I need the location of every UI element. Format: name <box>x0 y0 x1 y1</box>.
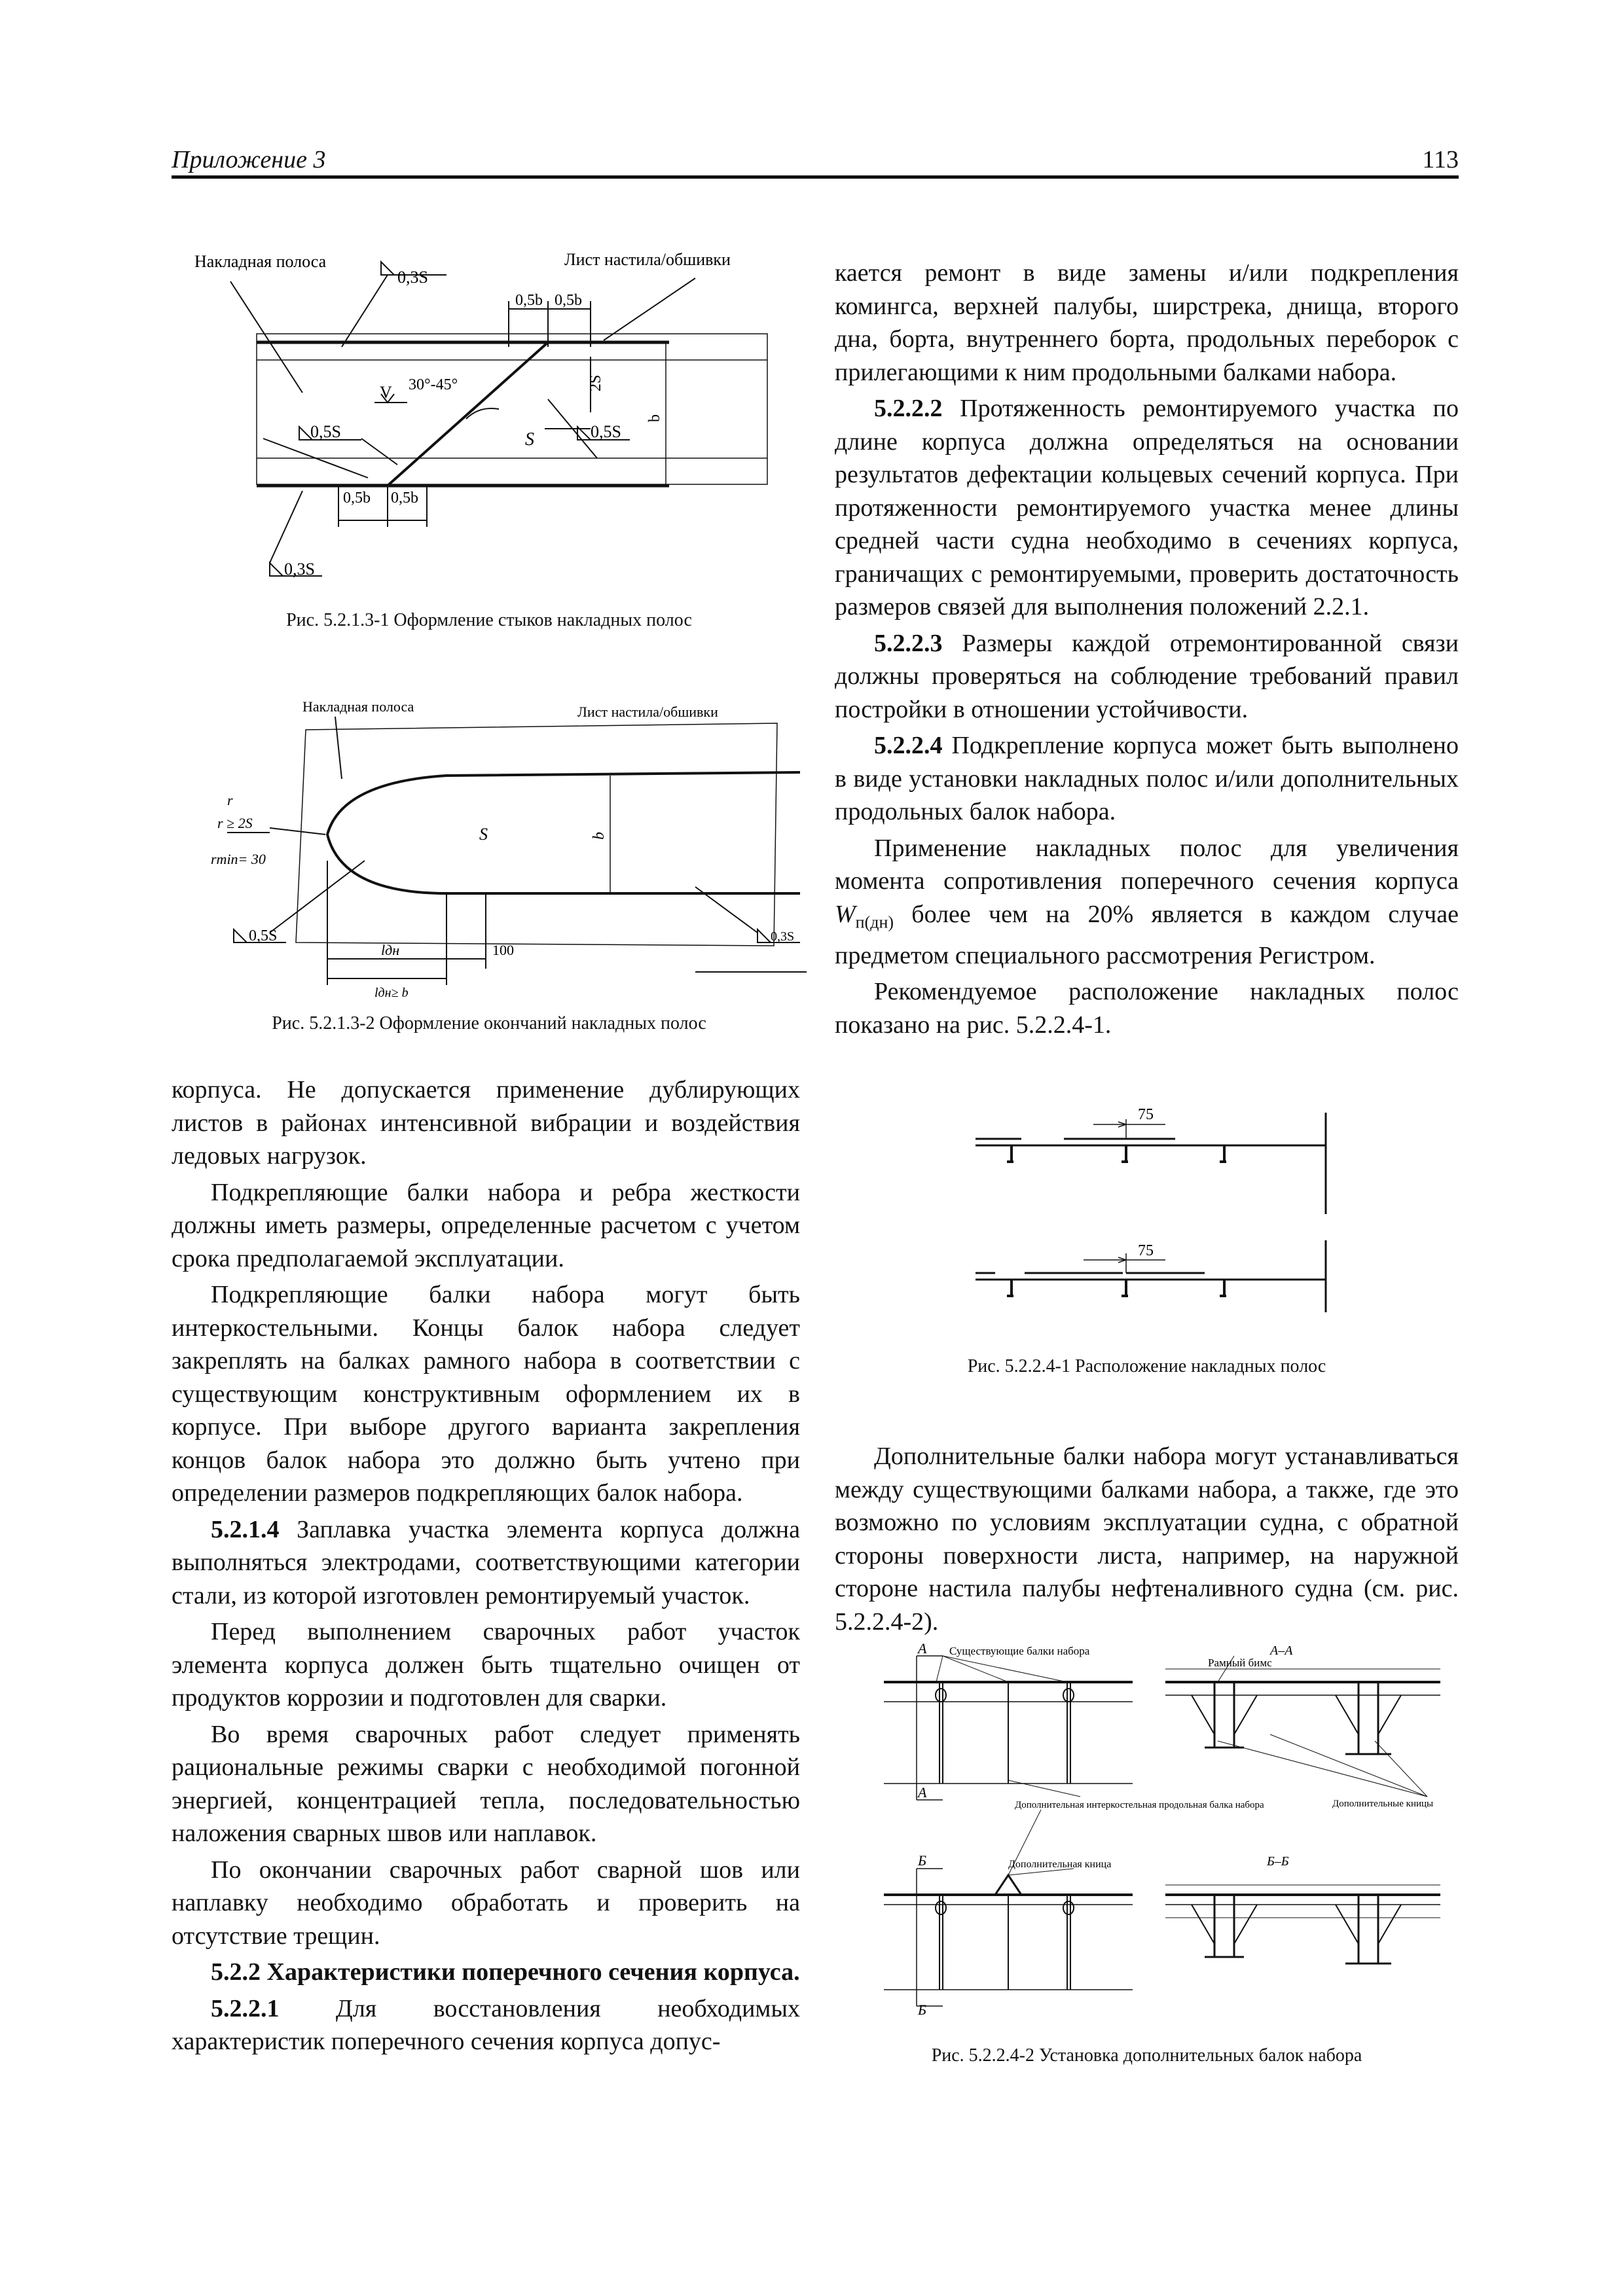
fig3-dim-75-b: 75 <box>1138 1242 1154 1259</box>
left-p2: Подкрепляющие балки набора и ребра жесткости должны иметь размеры, определенные расчетом с учетом срока предполагаемой эксплуатации. <box>172 1178 800 1272</box>
left-column <box>172 1073 800 2058</box>
fig4-web-frame: Рамный бимс <box>1208 1657 1272 1669</box>
fig1-sym-b: b <box>646 414 663 422</box>
figure-strip-arrangement <box>969 1100 1362 1316</box>
right-p2: 5.2.2.2 Протяженность ремонтируемого участка по длине корпуса должна определяться на основании результатов дефектации кольцевых сечений корпуса. При протяженности ремонтируемого участка менее длины средней части судна необходимо в сечениях корпуса, граничащих с ремонтируемыми, проверить достаточность размеров связей для выполнения положений 2.2.1. <box>835 395 1459 620</box>
fig3-dim-75-a: 75 <box>1138 1106 1154 1123</box>
fig2-r: r <box>227 792 233 808</box>
fig4-label-b-top: Б <box>918 1852 926 1869</box>
fig1-dim-05b-b: 0,5b <box>555 292 582 309</box>
fig2-sym-s: S <box>479 825 488 844</box>
left-p6: Во время сварочных работ следует применять рациональные режимы сварки с необходимой погонной энергией, концентрацией тепла, последовательностью наложения сварных швов или наплавок. <box>172 1720 800 1847</box>
fig1-angle: 30°-45° <box>409 376 458 393</box>
right-column-top <box>835 257 1459 1041</box>
fig2-caption: Рис. 5.2.1.3-2 Оформление окончаний накладных полос <box>272 1013 706 1033</box>
fig1-sym-s: S <box>525 429 534 450</box>
section-5-2-1-4: 5.2.1.4 <box>211 1515 280 1543</box>
running-header <box>172 143 1459 179</box>
fig1-weld-bottom: 0,3S <box>284 560 315 579</box>
fig3-caption: Рис. 5.2.2.4-1 Расположение накладных полос <box>967 1356 1326 1376</box>
fig2-sym-b: b <box>591 832 608 840</box>
fig4-label-a-bottom: А <box>918 1784 927 1801</box>
fig2-weld-03s: 0,3S <box>771 929 795 944</box>
fig2-weld-05s: 0,5S <box>249 927 278 944</box>
section-5-2-2-3: 5.2.2.3 <box>874 629 943 657</box>
fig1-dim-05b-d: 0,5b <box>391 490 418 507</box>
right-p3: 5.2.2.3 Размеры каждой отремонтированной связи должны проверяться на соблюдение требований правил постройки в отношении устойчивости. <box>835 629 1459 723</box>
figure-strip-joint <box>172 242 807 596</box>
w-subscript: п(дн) <box>855 912 894 932</box>
fig1-weld-left: 0,5S <box>310 422 341 441</box>
fig4-label-b-bottom: Б <box>918 2001 926 2016</box>
left-p8: 5.2.2.1 Для восстановления необходимых характеристик поперечного сечения корпуса допус- <box>172 1994 800 2055</box>
section-5-2-2-4: 5.2.2.4 <box>874 732 943 759</box>
w-symbol: W <box>835 900 856 928</box>
right-p5: Применение накладных полос для увеличения момента сопротивления поперечного сечения корпуса $W_{п(дн)}$ более чем на 20% является в каждом случае предметом специального рассмотрения Регистром. <box>835 834 1459 969</box>
figure-additional-beams <box>877 1643 1453 2016</box>
left-p5: Перед выполнением сварочных работ участок элемента корпуса должен быть тщательно очищен от продуктов коррозии и подготовлен для сварки. <box>172 1618 800 1712</box>
right-p7: Дополнительные балки набора могут устанавливаться между существующими балками набора, а также, где это возможно по условиям эксплуатации судна, с обратной стороны поверхности листа, например, на наружной стороне настила палубы нефтеналивного судна (см. рис. 5.2.2.4-2). <box>835 1443 1459 1636</box>
fig4-caption: Рис. 5.2.2.4-2 Установка дополнительных балок набора <box>931 2045 1362 2066</box>
fig2-r-min: rmin= 30 <box>211 851 266 867</box>
section-5-2-2-1: 5.2.2.1 <box>211 1994 280 2022</box>
fig2-label-sheet: Лист настила/обшивки <box>577 704 718 720</box>
section-5-2-2-2: 5.2.2.2 <box>874 395 943 422</box>
fig4-label-a-top: А <box>918 1643 927 1657</box>
right-p4: 5.2.2.4 Подкрепление корпуса может быть выполнено в виде установки накладных полос и/или дополнительных продольных балок набора. <box>835 732 1459 825</box>
figure-strip-end <box>172 697 807 1005</box>
fig1-dim-2s: 2S <box>587 374 604 391</box>
fig2-l-dn-cond: lдн≥ b <box>374 986 409 1000</box>
fig1-caption: Рис. 5.2.1.3-1 Оформление стыков накладных полос <box>286 610 692 630</box>
left-p3: Подкрепляющие балки набора могут быть интеркостельными. Концы балок набора следует закреплять на балках рамного набора в соответствии с существующим конструктивным оформлением их в корпусе. При выборе другого варианта закрепления концов балок набора это должно быть учтено при определении размеров подкрепляющих балок набора. <box>172 1281 800 1507</box>
fig1-label-strip: Накладная полоса <box>194 252 327 271</box>
fig4-label-bb: Б–Б <box>1267 1854 1289 1869</box>
left-p1: корпуса. Не допускается применение дублирующих листов в районах интенсивной вибрации и воздействия ледовых нагрузок. <box>172 1076 800 1170</box>
right-p6: Рекомендуемое расположение накладных полос показано на рис. 5.2.2.4-1. <box>835 978 1459 1039</box>
left-p4: 5.2.1.4 Заплавка участка элемента корпуса должна выполняться электродами, соответствующими категории стали, из которой изготовлен ремонтируемый участок. <box>172 1515 800 1609</box>
fig4-additional-brackets: Дополнительные кницы <box>1332 1799 1434 1809</box>
fig1-dim-05b-c: 0,5b <box>343 490 371 507</box>
fig1-sym-v: V <box>380 383 392 402</box>
fig1-dim-05b-a: 0,5b <box>515 292 543 309</box>
fig2-label-strip: Накладная полоса <box>302 698 414 715</box>
fig2-l-dn: lдн <box>381 942 400 958</box>
page-number: 113 <box>1422 146 1459 173</box>
fig1-label-sheet: Лист настила/обшивки <box>564 250 731 269</box>
header-title: Приложение 3 <box>172 146 326 173</box>
fig4-label-aa: А–А <box>1270 1643 1293 1658</box>
fig4-additional-bracket: Дополнительная кница <box>1008 1859 1112 1870</box>
right-p1: кается ремонт в виде замены и/или подкрепления комингса, верхней палубы, ширстрека, днища, второго дна, борта, внутреннего борта, продольных переборок с прилегающими к ним продольными балками набора. <box>835 259 1459 386</box>
fig4-additional-longitudinal: Дополнительная интеркостельная продольная балка набора <box>1015 1800 1264 1810</box>
fig1-weld-right: 0,5S <box>591 422 621 441</box>
right-column-mid <box>835 1440 1459 1638</box>
left-p7: По окончании сварочных работ сварной шов или наплавку необходимо обработать и проверить на отсутствие трещин. <box>172 1856 800 1950</box>
fig4-existing-beams: Существующие балки набора <box>949 1645 1090 1657</box>
heading-5-2-2: 5.2.2 Характеристики поперечного сечения корпуса. <box>211 1958 800 1986</box>
fig2-dim-100: 100 <box>492 942 514 958</box>
fig1-weld-top: 0,3S <box>397 268 428 287</box>
fig2-r-cond: r ≥ 2S <box>217 815 253 831</box>
